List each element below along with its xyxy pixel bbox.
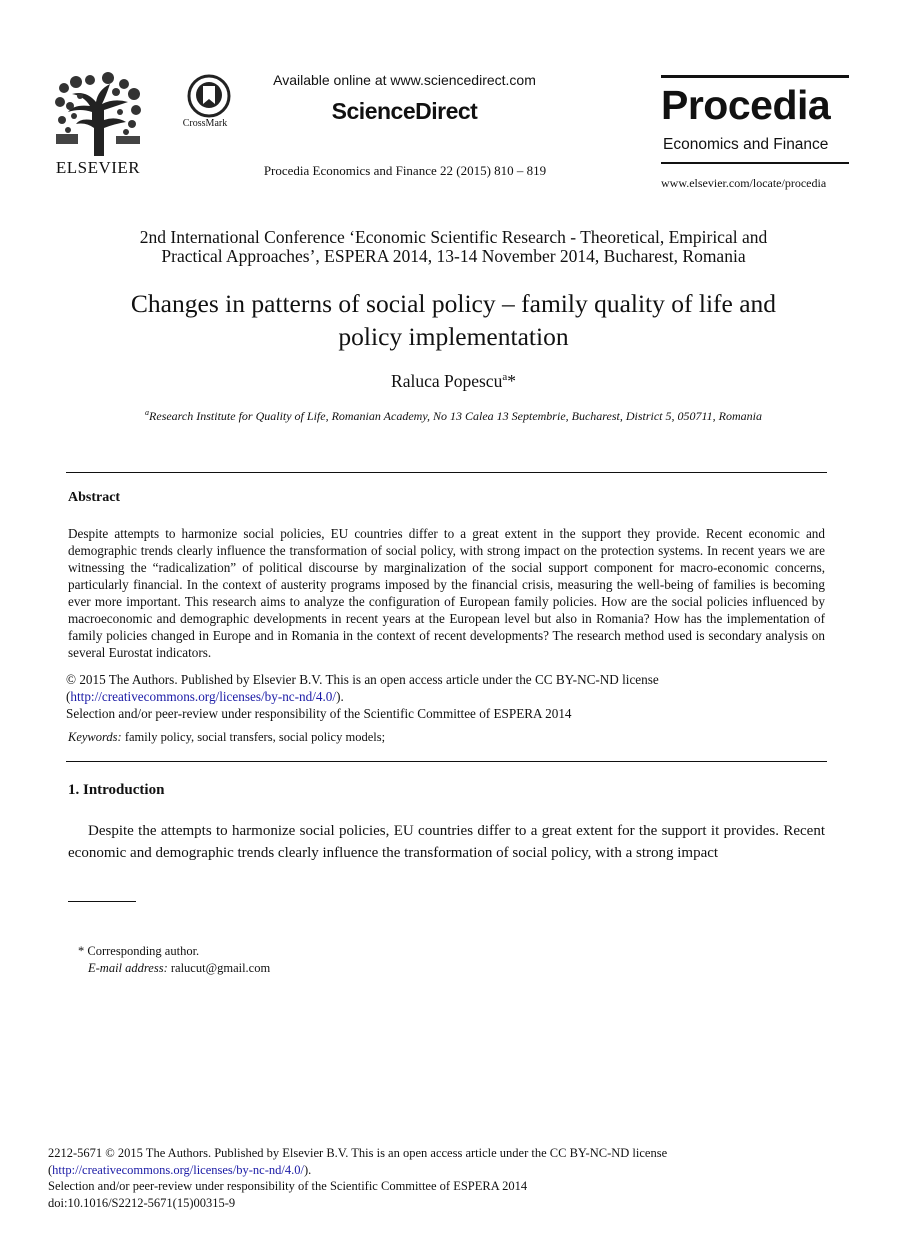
elsevier-logo <box>50 72 146 180</box>
page-footer <box>48 1145 828 1211</box>
abstract-bottom-rule <box>66 761 827 762</box>
footnote-rule <box>68 901 136 902</box>
email-address[interactable]: ralucut@gmail.com <box>170 961 271 975</box>
affiliation-mark: a <box>145 408 150 417</box>
procedia-wordmark: Procedia <box>661 82 831 128</box>
abstract-heading: Abstract <box>68 490 121 505</box>
license-open: ( <box>66 689 71 704</box>
article-title <box>60 287 847 353</box>
crossmark-icon <box>187 74 231 118</box>
title-line-2: policy implementation <box>338 322 569 351</box>
abstract-text: Despite attempts to harmonize social policies, EU countries differ to a great extent in the support they provide. Recent economic and demographic trends clearly influence the transformation of social policy, with strong impact on the protection systems. In recent years we are witnessing the “radicalization” of political discourse by marginalization of the social support component for macro-economic concerns, particularly financial. In the context of austerity programs imposed by the financial crisis, measuring the well-being of families is becoming ever more important. This research aims to analyze the configuration of European family policies. How are the social policies influenced by macroeconomic and demographic developments in recent years at the European level but also in Romania? How has the implementation of family policies changed in Europe and in Romania in the context of recent developments? The research method used is secondary analysis on several Eurostat indicators. <box>68 526 825 660</box>
footer-license-close: ). <box>303 1162 312 1177</box>
license-close: ). <box>336 689 344 704</box>
copyright-block <box>66 671 826 722</box>
sciencedirect-wordmark: ScienceDirect <box>331 98 478 124</box>
elsevier-tree-icon <box>50 72 146 156</box>
copyright-line: © 2015 The Authors. Published by Elsevier B.V. This is an open access article under the CC BY-NC-ND license <box>66 672 659 687</box>
footer-peer-review: Selection and/or peer-review under responsibility of the Scientific Committee of ESPERA 2014 <box>48 1179 528 1193</box>
intro-paragraph: Despite the attempts to harmonize social policies, EU countries differ to a great extent for the support it provides. Recent economic and demographic trends clearly influence the transformation of social policy, with a strong impact <box>68 823 825 861</box>
conference-line-2: Practical Approaches’, ESPERA 2014, 13-14 November 2014, Bucharest, Romania <box>161 246 746 266</box>
footnote <box>78 943 270 977</box>
email-label: E-mail address: <box>88 961 168 975</box>
abstract-top-rule <box>66 472 827 473</box>
keywords-text: family policy, social transfers, social policy models; <box>124 730 386 744</box>
peer-review-line: Selection and/or peer-review under responsibility of the Scientific Committee of ESPERA 2014 <box>66 706 572 721</box>
email-line <box>78 960 270 977</box>
available-online-text: Available online at www.sciencedirect.com <box>273 72 536 88</box>
footer-license-link[interactable]: http://creativecommons.org/licenses/by-nc-nd/4.0/ <box>52 1162 304 1177</box>
license-line <box>66 688 826 705</box>
procedia-bottom-rule <box>661 162 849 164</box>
keywords-label: Keywords: <box>68 730 122 744</box>
affiliation <box>60 408 847 424</box>
crossmark-logo[interactable] <box>176 74 234 134</box>
elsevier-wordmark: ELSEVIER <box>55 158 141 177</box>
footer-license-line <box>48 1162 828 1179</box>
journal-reference: Procedia Economics and Finance 22 (2015) 810 – 819 <box>263 163 547 178</box>
procedia-top-rule <box>661 75 849 78</box>
crossmark-label: CrossMark <box>182 118 228 129</box>
keywords-line <box>68 730 385 745</box>
author-corresponding-mark: * <box>507 371 516 391</box>
footer-license-open: ( <box>48 1162 53 1177</box>
title-line-1: Changes in patterns of social policy – family quality of life and <box>130 289 777 318</box>
author-affil-mark: a <box>502 371 508 384</box>
author-name: Raluca Popescu <box>391 371 503 391</box>
corresponding-author-note: * Corresponding author. <box>78 944 200 958</box>
section-heading-introduction: 1. Introduction <box>68 782 165 798</box>
footer-issn-line: 2212-5671 © 2015 The Authors. Published by Elsevier B.V. This is an open access article under the CC BY-NC-ND license <box>48 1146 668 1160</box>
procedia-url[interactable]: www.elsevier.com/locate/procedia <box>661 176 827 190</box>
conference-line-1: 2nd International Conference ‘Economic Scientific Research - Theoretical, Empirical and <box>139 227 768 247</box>
procedia-subtitle: Economics and Finance <box>663 136 829 153</box>
affiliation-text: Research Institute for Quality of Life, Romanian Academy, No 13 Calea 13 Septembrie, Bucharest, District 5, 050711, Romania <box>149 409 762 423</box>
intro-body <box>68 820 825 864</box>
license-link[interactable]: http://creativecommons.org/licenses/by-nc-nd/4.0/ <box>70 689 337 704</box>
footer-doi[interactable]: doi:10.1016/S2212-5671(15)00315-9 <box>48 1195 236 1210</box>
author-line <box>60 371 847 392</box>
conference-info <box>60 228 847 266</box>
